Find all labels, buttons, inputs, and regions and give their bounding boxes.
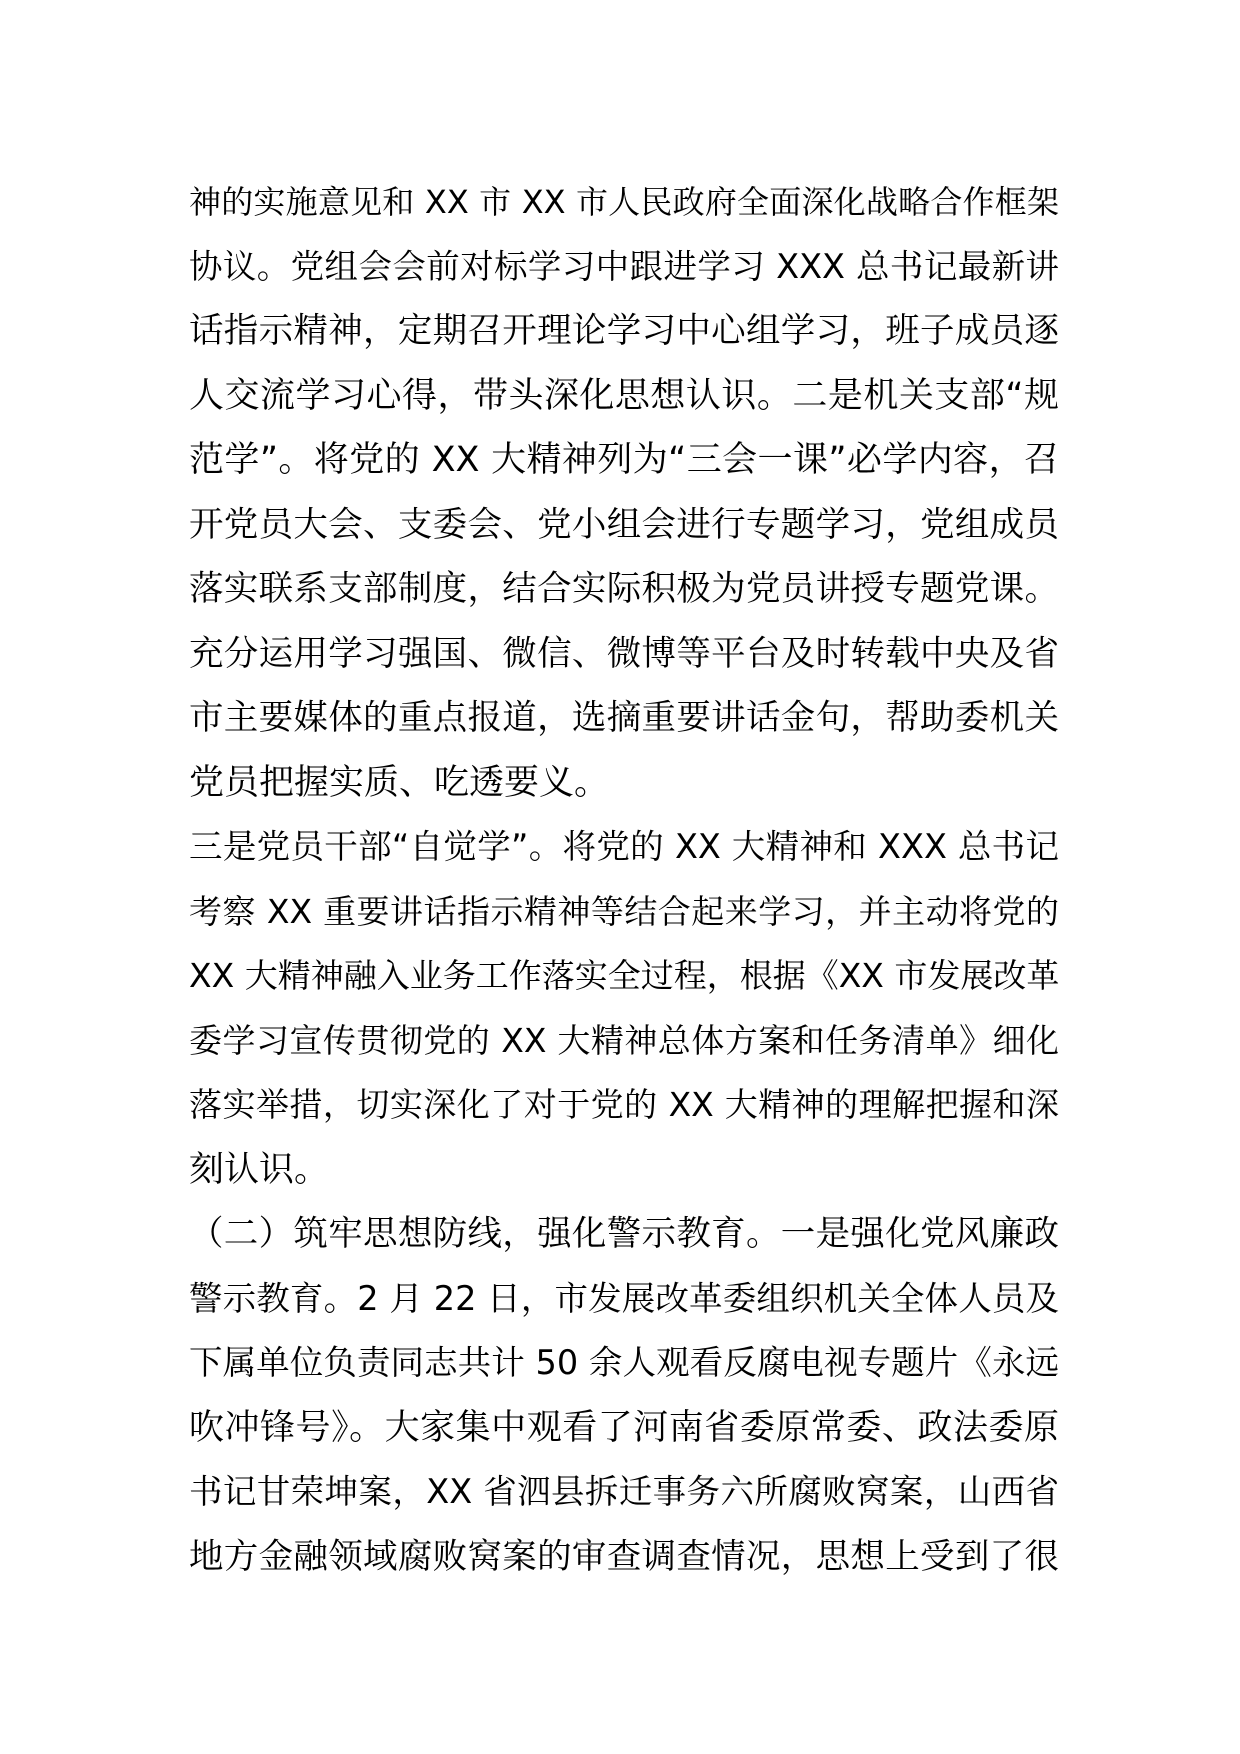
text-line: 考察 XX 重要讲话指示精神等结合起来学习，并主动将党的 [189,891,1059,931]
text-line: 吹冲锋号》。大家集中观看了河南省委原常委、政法委原 [189,1407,1059,1448]
document-body [189,170,1059,1589]
text-line: （二）筑牢思想防线，强化警示教育。一是强化党风廉政 [189,1214,1059,1254]
text-line: 三是党员干部“自觉学”。将党的 XX 大精神和 XXX 总书记 [189,827,1059,866]
text-line: 刻认识。 [189,1149,330,1190]
text-line: 开党员大会、支委会、党小组会进行专题学习，党组成员 [189,504,1059,545]
text-line: 书记甘荣坤案，XX 省泗县拆迁事务六所腐败窝案，山西省 [189,1472,1059,1511]
text-line: 人交流学习心得，带头深化思想认识。二是机关支部“规 [189,375,1059,416]
text-line: 话指示精神，定期召开理论学习中心组学习，班子成员逐 [189,311,1059,351]
text-line: 神的实施意见和 XX 市 XX 市人民政府全面深化战略合作框架 [189,183,1059,221]
text-line: 范学”。将党的 XX 大精神列为“三会一课”必学内容，召 [189,440,1059,480]
text-line: 下属单位负责同志共计 50 余人观看反腐电视专题片《永远 [189,1343,1059,1382]
text-line: XX 大精神融入业务工作落实全过程，根据《XX 市发展改革 [189,956,1059,995]
text-line: 落实联系支部制度，结合实际积极为党员讲授专题党课。 [189,569,1059,609]
text-line: 充分运用学习强国、微信、微博等平台及时转载中央及省 [189,633,1059,674]
text-line: 市主要媒体的重点报道，选摘重要讲话金句，帮助委机关 [189,698,1059,738]
text-line: 落实举措，切实深化了对于党的 XX 大精神的理解把握和深 [189,1085,1059,1124]
text-line: 委学习宣传贯彻党的 XX 大精神总体方案和任务清单》细化 [189,1020,1059,1060]
text-line: 地方金融领域腐败窝案的审查调查情况，思想上受到了很 [189,1536,1059,1577]
text-line: 党员把握实质、吃透要义。 [189,762,610,803]
text-line: 协议。党组会会前对标学习中跟进学习 XXX 总书记最新讲 [189,246,1059,286]
text-line: 警示教育。2 月 22 日，市发展改革委组织机关全体人员及 [189,1278,1059,1318]
